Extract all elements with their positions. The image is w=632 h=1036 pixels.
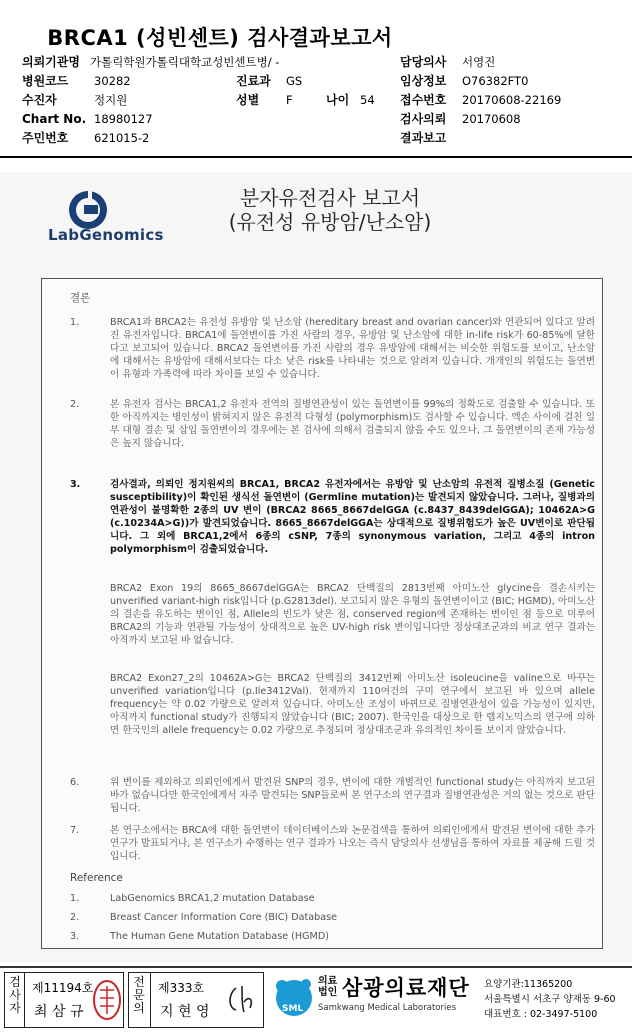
examiner-license: 제11194호 [32,981,94,995]
clinical-info-label: 임상정보 [400,74,447,88]
address: 서울특별시 서초구 양재동 9-60 [484,994,616,1005]
reference-text: The Human Gene Mutation Database (HGMD) [110,931,329,942]
sex-value: F [286,93,293,107]
examiner-seal-icon [92,978,122,1022]
paragraph-number: 6. [70,777,80,788]
reference-number: 1. [70,893,80,904]
paragraph-5 [70,672,595,737]
paragraph-2 [70,398,595,450]
chart-no-value: 18980127 [94,112,153,126]
paragraph-4 [70,582,595,647]
result-report-label: 결과보고 [400,131,447,145]
doctor-label: 담당의사 [400,55,447,69]
paragraph-number: 3. [70,479,81,490]
doctor-value: 서영진 [462,55,496,69]
foundation-english-name: Samkwang Medical Laboratories [318,1003,457,1013]
paragraph-text: 본 유전자 검사는 BRCA1,2 유전자 전역의 질병연관성이 있는 돌연변이를 99%의 정확도로 검출할 수 있습니다. 또한 아직까지는 병인성이 밝혀지지 않은 유전적 다형성 (polymorphism)도 검사할 수 있습니다. 엑손 사이에 걸친 일부 대형 결손 및 삽입 돌연변이의 경우에는 본 검사에 의해서 검출되지 않을 수도 있으나, 그 돌연변이의 존재 가능성은 높지 않습니다. [110,399,595,449]
reference-text: LabGenomics BRCA1,2 mutation Database [110,893,315,904]
age-value: 54 [360,93,375,107]
chart-no-label: Chart No. [22,112,87,126]
reference-number: 3. [70,931,80,942]
foundation-prefix: 의료 법인 [318,976,338,998]
care-code: 요양기관:11365200 [484,979,573,990]
specialist-name: 지 현 영 [160,1004,210,1020]
conclusion-label: 결론 [70,292,91,304]
sml-logo-icon [272,972,318,1022]
specialist-divider [150,972,151,1028]
report-heading-line1: 분자유전검사 보고서 [239,186,421,210]
client-label: 의뢰기관명 [22,55,80,69]
labgenomics-logo-text: LabGenomics [48,226,164,244]
paragraph-7 [70,824,595,863]
phone: 대표번호 : 02-3497-5100 [484,1009,598,1020]
reference-number: 2. [70,912,80,923]
examiner-name: 최 삼 규 [34,1004,84,1020]
report-heading [180,186,480,234]
specialist-signature-icon [224,982,260,1018]
age-field [326,92,375,108]
specialist-license: 제333호 [158,981,205,995]
paragraph-text: 본 연구소에서는 BRCA에 대한 돌연변이 데이터베이스와 논문검색을 통하여 의뢰인에게서 발견된 변이에 대한 추가 연구가 발표되거나, 본 연구소가 수행하는 연구 결과가 나오는 즉시 담당의사 선생님을 통하여 자료를 제공해 드릴 것입니다. [110,825,595,862]
reference-item [70,893,315,904]
header-mid [236,73,302,111]
dept-value: GS [286,74,303,88]
sml-logo-text: SML [282,1004,304,1014]
report-title: BRCA1 (성빈센트) 검사결과보고서 [47,26,393,50]
patient-value: 정지원 [94,93,128,107]
paragraph-6 [70,776,595,815]
clinical-info-value: O76382FT0 [462,74,529,88]
request-date-value: 20170608 [462,112,521,126]
header-right [400,54,561,149]
sex-label: 성별 [236,93,260,107]
reference-text: Breast Cancer Information Core (BIC) Database [110,912,337,923]
paragraph-1 [70,316,595,381]
request-date-label: 검사의뢰 [400,112,447,126]
foundation-name: 삼광의료재단 [342,976,470,1000]
age-label: 나이 [326,93,350,107]
paragraph-number: 7. [70,825,80,836]
resident-no-value: 621015-2 [94,131,150,145]
paragraph-text: 검사결과, 의뢰인 정지원씨의 BRCA1, BRCA2 유전자에서는 유방암 및 난소암의 유전적 질병소질 (Genetic susceptibility)이 확인된 생식선 돌연변이 (Germline mutation)는 발견되지 않았습니다. 그러나, 질병과의 연관성이 불명확한 2종의 UV 변이 (BRCA2 8665_8667delGGA (c.8437_8439delGGA); 10462A>G (c.10234A>G))가 발견되었습니다. 8665_8667delGGA는 상대적으로 질병위험도가 높은 UV변이로 판단됩니다. 그 외에 BRCA1,2에서 6종의 cSNP, 7종의 synonymous variation, 그리고 4종의 intron polymorphism이 검출되었습니다. [110,479,595,555]
paragraph-text: BRCA1과 BRCA2는 유전성 유방암 및 난소암 (hereditary breast and ovarian cancer)와 연관되어 있다고 알려진 유전자입니다. BRCA1에 돌연변이를 가진 사람의 경우, 유방암 및 난소암에 대한 in-life risk가 60-85%에 달한다고 보고되어 있습니다. BRCA2 돌연변이를 가진 사람의 경우 유방암에 대해서는 비슷한 위험도를 보이고, 난소암에 대해서는 유방암에 대해서보다는 다소 낮은 risk를 나타내는 것으로 알려져 있습니다. 개개인의 위험도는 돌연변이 유형과 가족력에 따라 차이를 보일 수 있습니다. [110,317,595,380]
header-divider [0,156,632,158]
examiner-divider [24,972,25,1028]
paragraph-3 [70,478,595,556]
hospital-code-label: 병원코드 [22,74,69,88]
specialist-vertical-label: 전문의 [133,975,145,1015]
hospital-code-value: 30282 [94,74,131,88]
reference-label: Reference [70,872,123,884]
paragraph-number: 2. [70,399,80,410]
reference-item [70,912,337,923]
paragraph-text: BRCA2 Exon27_2의 10462A>G는 BRCA2 단백질의 3412번째 아미노산 isoleucine을 valine으로 바꾸는 unverified variation입니다 (p.Ile3412Val). 현재까지 110여건의 구미 연구에서 보고된 바 있으며 allele frequency는 약 0.02 가량으로 알려져 있습니다. 아미노산 조성이 바뀌므로 질병연관성이 있을 가능성이 있지만, 아직까지 functional study가 진행되지 않았습니다 (BIC; 2007). 한국인을 대상으로 한 랩지노믹스의 연구에 의하면 한국인의 allele frequency는 0.02 가량으로 추정되며 정상대조군과 유의적인 차이를 보이지 않았습니다. [110,673,595,736]
patient-label: 수진자 [22,93,57,107]
client-value: 가톨릭학원가톨릭대학교성빈센트병/ - [90,55,280,69]
paragraph-text: BRCA2 Exon 19의 8665_8667delGGA는 BRCA2 단백질의 2813번째 아미노산 glycine을 결손시키는 unverified variant-high risk입니다 (p.G2813del). 보고되지 않은 유형의 돌연변이이고 (BIC; HGMD), 아미노산의 결손을 유도하는 변이인 점, Allele의 빈도가 낮은 점, conserved region에 존재하는 변이인 점 등으로 미루어 BRCA2의 기능과 연관될 가능성이 상대적으로 높은 UV-high risk 변이입니다만 정상대조군과의 비교 연구 결과는 아직까지 보고된 바 없습니다. [110,583,595,646]
reference-item [70,931,329,942]
receipt-no-label: 접수번호 [400,93,447,107]
paragraph-text: 위 변이를 제외하고 의뢰인에게서 발견된 SNP의 경우, 변이에 대한 개별적인 functional study는 아직까지 보고된 바가 없습니다만 한국인에게서 자주 발견되는 SNP들로써 본 연구소의 연구결과 질병연관성은 거의 없는 것으로 판단됩니다. [110,777,596,814]
resident-no-label: 주민번호 [22,131,69,145]
report-heading-line2: (유전성 유방암/난소암) [228,210,432,234]
dept-label: 진료과 [236,74,271,88]
examiner-vertical-label: 검사자 [9,975,21,1015]
paragraph-number: 1. [70,317,80,328]
receipt-no-value: 20170608-22169 [462,93,562,107]
